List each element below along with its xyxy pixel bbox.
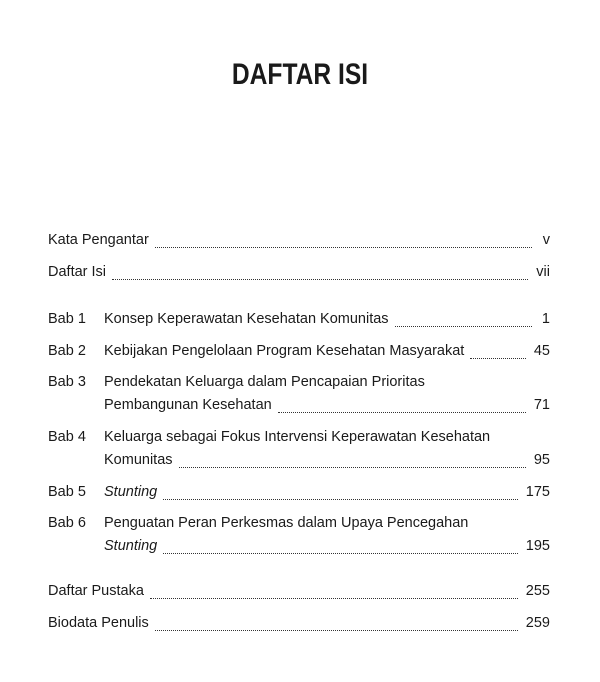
page-title: DAFTAR ISI [231,58,369,91]
chapter-number: Bab 6 [48,515,86,531]
toc-page-number: 95 [533,452,550,468]
dot-leader [278,412,526,413]
toc-entry-label: Biodata Penulis [48,615,149,631]
dot-leader [470,358,526,359]
toc-entry-bab-6-line-1[interactable] [48,515,468,531]
toc-page-number: 71 [533,397,550,413]
chapter-title-continued: Komunitas [104,452,173,468]
dot-leader [112,279,528,280]
chapter-title: Stunting [104,484,158,500]
toc-entry-bab-2[interactable] [48,343,550,363]
chapter-title: Penguatan Peran Perkesmas dalam Upaya Pencegahan [104,515,469,531]
chapter-title: Konsep Keperawatan Kesehatan Komunitas [104,311,389,327]
toc-page-number: 175 [525,484,550,500]
chapter-title: Kebijakan Pengelolaan Program Kesehatan Masyarakat [104,343,465,359]
chapter-title-continued: Stunting [104,538,158,554]
toc-entry-biodata-penulis[interactable] [48,615,550,635]
toc-entry-daftar-isi[interactable] [48,264,550,284]
chapter-number: Bab 3 [48,374,86,390]
chapter-number: Bab 2 [48,343,86,359]
toc-entry-bab-6-line-2[interactable] [104,538,550,558]
dot-leader [155,247,532,248]
chapter-number: Bab 5 [48,484,86,500]
dot-leader [150,598,518,599]
toc-entry-bab-3-line-1[interactable] [48,374,425,390]
toc-entry-bab-5[interactable] [48,484,550,504]
toc-page-number: v [542,232,550,248]
toc-entry-bab-1[interactable] [48,311,550,331]
dot-leader [163,553,518,554]
chapter-title-continued: Pembangunan Kesehatan [104,397,272,413]
dot-leader [155,630,518,631]
toc-page-number: vii [536,264,550,280]
toc-page-number: 1 [541,311,550,327]
toc-page-number: 259 [525,615,550,631]
dot-leader [163,499,518,500]
toc-page-number: 255 [525,583,550,599]
toc-entry-label: Daftar Isi [48,264,107,280]
chapter-title: Keluarga sebagai Fokus Intervensi Keperawatan Kesehatan [104,429,491,445]
toc-entry-label: Kata Pengantar [48,232,149,248]
toc-entry-kata-pengantar[interactable] [48,232,550,252]
chapter-number: Bab 4 [48,429,86,445]
dot-leader [395,326,532,327]
toc-entry-bab-4-line-2[interactable] [104,452,550,472]
toc-entry-bab-3-line-2[interactable] [104,397,550,417]
chapter-title: Pendekatan Keluarga dalam Pencapaian Prioritas [104,374,425,390]
toc-page-number: 45 [533,343,550,359]
toc-entry-label: Daftar Pustaka [48,583,144,599]
toc-page-number: 195 [525,538,550,554]
dot-leader [179,467,526,468]
toc-entry-daftar-pustaka[interactable] [48,583,550,603]
toc-entry-bab-4-line-1[interactable] [48,429,490,445]
chapter-number: Bab 1 [48,311,86,327]
